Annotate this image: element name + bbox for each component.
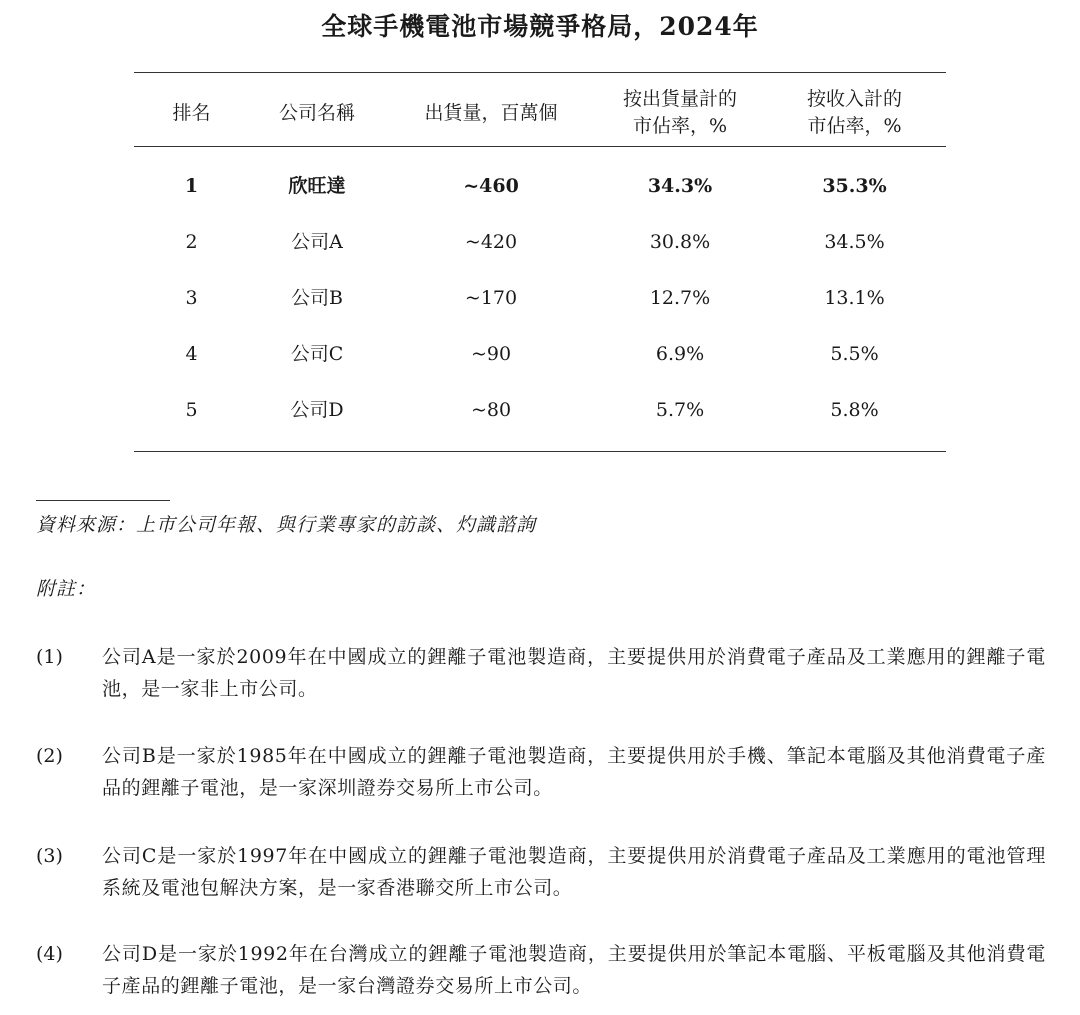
share-revenue-cell: 13.1% — [824, 287, 885, 309]
table-header-rule — [134, 146, 946, 147]
shipments-cell: ~80 — [470, 399, 512, 421]
shipments-cell: ~420 — [464, 231, 518, 253]
footnote-number: (1) — [36, 646, 63, 668]
share-volume-cell: 34.3% — [647, 175, 713, 197]
footnote-text: 公司A是一家於2009年在中國成立的鋰離子電池製造商，主要提供用於消費電子產品及工業應用的鋰離子電池，是一家非上市公司。 — [102, 646, 1046, 700]
share-revenue-cell: 34.5% — [824, 231, 885, 253]
header-share-volume-line1: 按出貨量計的 — [622, 88, 737, 110]
share-revenue-cell: 5.5% — [830, 343, 879, 365]
table-row — [134, 285, 946, 315]
rank-cell: 3 — [185, 287, 198, 309]
share-volume-cell: 5.7% — [655, 399, 705, 421]
header-share-revenue — [763, 86, 946, 140]
footnote-number: (4) — [36, 943, 63, 965]
header-company: 公司名稱 — [278, 101, 355, 124]
share-volume-cell: 12.7% — [649, 287, 711, 309]
notes-label: 附註： — [36, 578, 97, 600]
shipments-cell: ~170 — [464, 287, 518, 309]
company-cell: 公司D — [290, 399, 344, 421]
table-bottom-rule — [134, 451, 946, 452]
header-share-volume-line2: 市佔率，% — [632, 115, 728, 137]
share-volume-cell: 30.8% — [649, 231, 711, 253]
company-cell: 公司A — [291, 231, 343, 253]
header-share-volume — [597, 86, 763, 140]
rank-cell: 1 — [184, 175, 199, 197]
header-shipments: 出貨量，百萬個 — [424, 101, 558, 124]
table-row — [134, 397, 946, 427]
footnote-text: 公司C是一家於1997年在中國成立的鋰離子電池製造商，主要提供用於消費電子產品及工業應用的電池管理系統及電池包解決方案，是一家香港聯交所上市公司。 — [102, 845, 1046, 899]
rank-cell: 5 — [185, 399, 198, 421]
page-title: 全球手機電池市場競爭格局，2024年 — [321, 12, 759, 41]
footnote-text: 公司B是一家於1985年在中國成立的鋰離子電池製造商，主要提供用於手機、筆記本電腦及其他消費電子產品的鋰離子電池，是一家深圳證券交易所上市公司。 — [102, 745, 1046, 799]
table-top-rule — [134, 72, 946, 73]
header-share-revenue-line1: 按收入計的 — [806, 88, 902, 110]
shipments-cell: ~90 — [470, 343, 512, 365]
table-row — [134, 229, 946, 259]
shipments-cell: ~460 — [463, 175, 519, 197]
header-rank: 排名 — [172, 101, 211, 124]
footnote-number: (2) — [36, 745, 63, 767]
share-revenue-cell: 5.8% — [830, 399, 879, 421]
source-note: 資料來源：上市公司年報、與行業專家的訪談、灼識諮詢 — [36, 514, 537, 536]
rank-cell: 4 — [185, 343, 198, 365]
company-cell: 公司C — [290, 343, 344, 365]
footnote-separator — [36, 500, 170, 501]
company-cell: 欣旺達 — [288, 175, 346, 197]
table-row — [134, 173, 946, 203]
table-row — [134, 341, 946, 371]
footnote-number: (3) — [36, 845, 63, 867]
footnote-text: 公司D是一家於1992年在台灣成立的鋰離子電池製造商，主要提供用於筆記本電腦、平板電腦及其他消費電子產品的鋰離子電池，是一家台灣證券交易所上市公司。 — [102, 943, 1046, 997]
rank-cell: 2 — [185, 231, 198, 253]
company-cell: 公司B — [291, 287, 343, 309]
share-volume-cell: 6.9% — [655, 343, 705, 365]
header-share-revenue-line2: 市佔率，% — [807, 115, 902, 137]
share-revenue-cell: 35.3% — [822, 175, 887, 197]
